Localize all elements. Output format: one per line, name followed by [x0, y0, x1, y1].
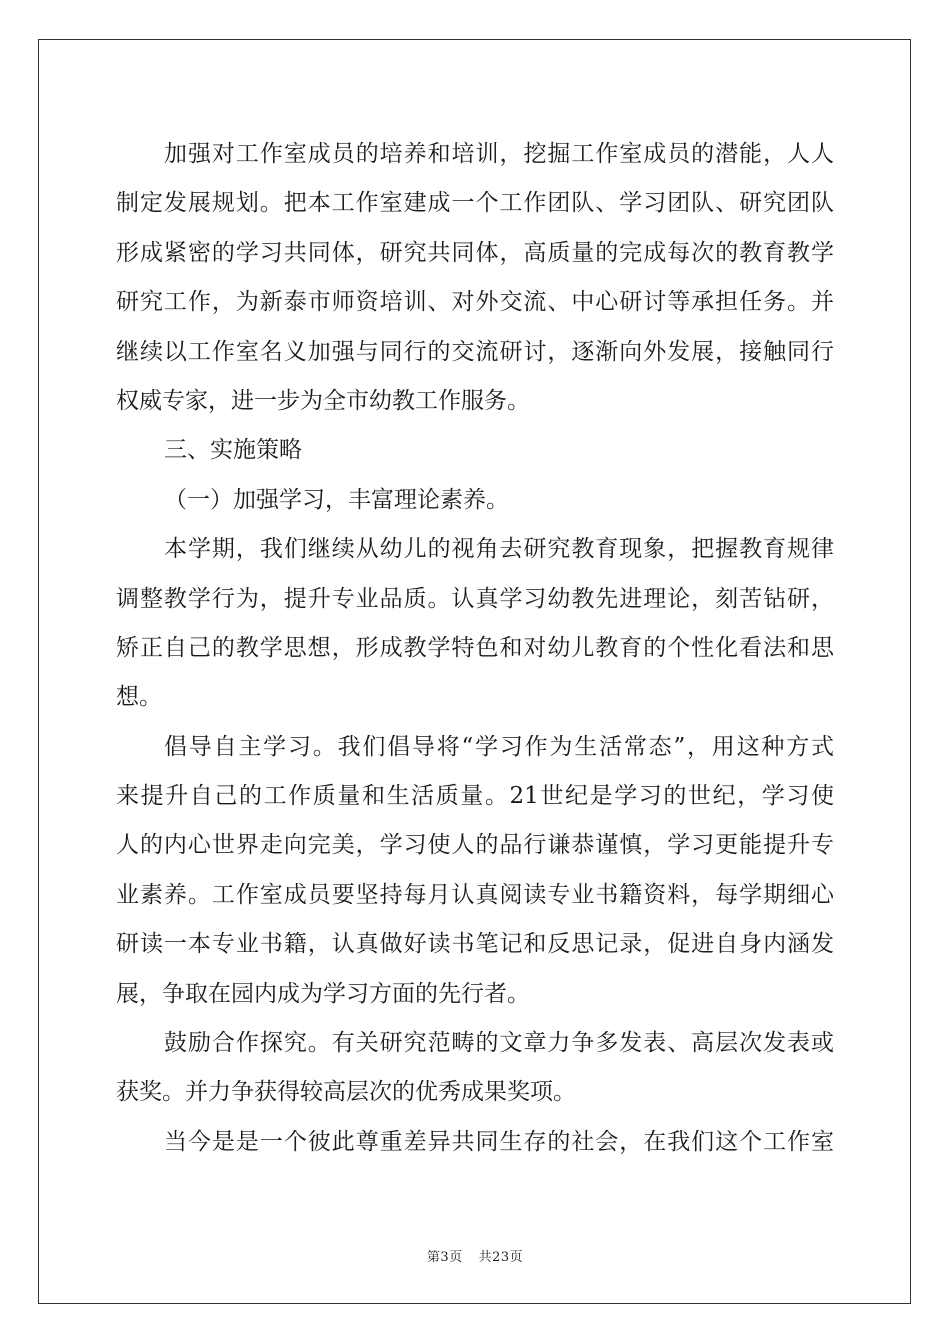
text-line: 业素养。工作室成员要坚持每月认真阅读专业书籍资料，每学期细心: [116, 881, 834, 908]
text-line: 调整教学行为，提升专业品质。认真学习幼教先进理论，刻苦钻研，: [116, 585, 834, 612]
text-line: 矫正自己的教学思想，形成教学特色和对幼儿教育的个性化看法和思: [116, 634, 834, 661]
text-line: 加强对工作室成员的培养和培训，挖掘工作室成员的潜能，人人: [164, 141, 834, 167]
text-line: 权威专家，进一步为全市幼教工作服务。: [116, 387, 530, 414]
text-line: 研读一本专业书籍，认真做好读书笔记和反思记录，促进自身内涵发: [116, 931, 834, 958]
text-line: 倡导自主学习。我们倡导将“学习作为生活常态”，用这种方式: [164, 733, 834, 760]
text-line: 当今是是一个彼此尊重差异共同生存的社会，在我们这个工作室: [164, 1128, 834, 1155]
text-line: （一）加强学习，丰富理论素养。: [164, 486, 509, 513]
page-total: 共23页: [478, 1250, 524, 1265]
text-line: 继续以工作室名义加强与同行的交流研讨，逐渐向外发展，接触同行: [116, 338, 834, 365]
page-footer: [0, 1246, 950, 1265]
page-number: 第3页: [426, 1250, 463, 1265]
text-line: 制定发展规划。把本工作室建成一个工作团队、学习团队、研究团队: [116, 190, 834, 217]
text-line: 人的内心世界走向完美，学习使人的品行谦恭谨慎，学习更能提升专: [116, 832, 834, 859]
text-line: 研究工作，为新泰市师资培训、对外交流、中心研讨等承担任务。并: [116, 289, 834, 316]
text-line: 想。: [116, 684, 162, 711]
text-line: 来提升自己的工作质量和生活质量。21世纪是学习的世纪，学习使: [116, 783, 834, 810]
text-line: 鼓励合作探究。有关研究范畴的文章力争多发表、高层次发表或: [164, 1030, 834, 1057]
document-body: [116, 130, 834, 1167]
text-line: 形成紧密的学习共同体，研究共同体，高质量的完成每次的教育教学: [116, 239, 834, 266]
text-line: 获奖。并力争获得较高层次的优秀成果奖项。: [116, 1079, 576, 1106]
text-line: 展，争取在园内成为学习方面的先行者。: [116, 980, 530, 1007]
text-line: 本学期，我们继续从幼儿的视角去研究教育现象，把握教育规律: [164, 536, 834, 563]
text-line: 三、实施策略: [164, 437, 302, 464]
